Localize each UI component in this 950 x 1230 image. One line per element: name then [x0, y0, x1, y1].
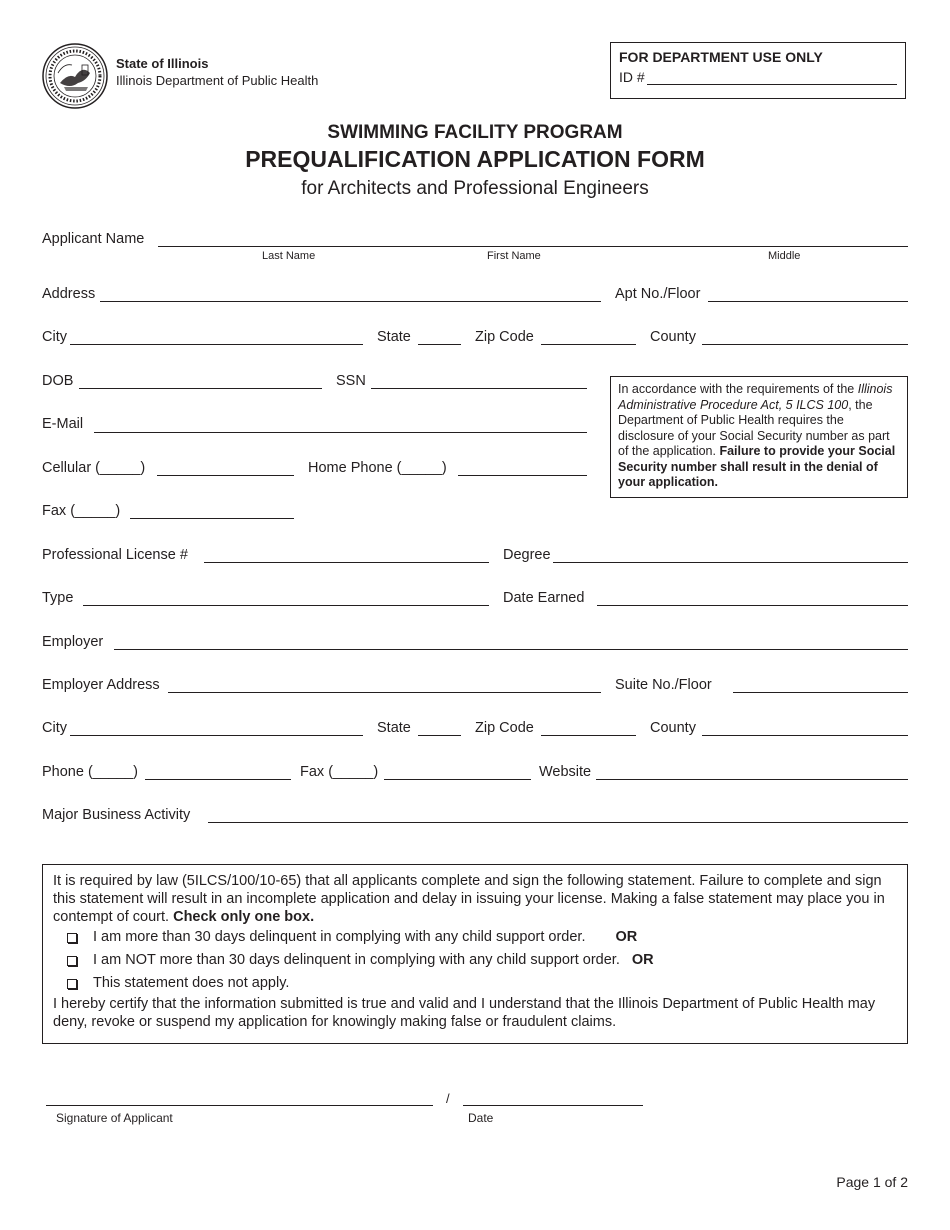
county-field[interactable]: [702, 344, 908, 345]
checkbox-delinquent[interactable]: [67, 933, 77, 943]
form-title: PREQUALIFICATION APPLICATION FORM: [245, 146, 705, 172]
employer-address-field[interactable]: [168, 692, 601, 693]
option-not-apply-label: This statement does not apply.: [93, 975, 290, 991]
statement-intro: [53, 872, 897, 926]
program-title: SWIMMING FACILITY PROGRAM: [327, 122, 623, 143]
last-name-caption: Last Name: [262, 250, 316, 262]
home-phone-field[interactable]: [458, 475, 587, 476]
applicant-name-field[interactable]: [158, 246, 908, 247]
ssn-field[interactable]: [371, 388, 587, 389]
department-use-box: [610, 42, 906, 99]
child-support-statement: [42, 864, 908, 1044]
employer-field[interactable]: [114, 649, 908, 650]
cellular-field[interactable]: [157, 475, 294, 476]
website-label: Website: [539, 764, 592, 780]
notice-text-body: , the Department of Public Health requires the disclosure of your Social Security number as part of the application.: [618, 397, 890, 458]
employer-state-field[interactable]: [418, 735, 461, 736]
employer-county-label: County: [650, 720, 696, 736]
cellular-label: Cellular (_____): [42, 460, 146, 476]
department-use-title: FOR DEPARTMENT USE ONLY: [619, 49, 823, 65]
employer-label: Employer: [42, 634, 104, 650]
ssn-label: SSN: [336, 373, 366, 389]
employer-city-field[interactable]: [70, 735, 363, 736]
suite-label: Suite No./Floor: [615, 677, 712, 693]
degree-field[interactable]: [553, 562, 908, 563]
checkbox-not-delinquent[interactable]: [67, 956, 77, 966]
employer-phone-label: Phone (_____): [42, 764, 138, 780]
employer-phone-field[interactable]: [145, 779, 291, 780]
first-name-caption: First Name: [487, 250, 541, 262]
middle-name-caption: Middle: [768, 250, 801, 262]
zip-field[interactable]: [541, 344, 636, 345]
agency-header: [116, 55, 318, 89]
notice-warning: Failure to provide your Social Security number shall result in the denial of your application.: [618, 444, 896, 489]
email-label: E-Mail: [42, 416, 84, 432]
degree-label: Degree: [503, 547, 551, 563]
type-field[interactable]: [83, 605, 489, 606]
employer-zip-field[interactable]: [541, 735, 636, 736]
signature-date-field[interactable]: [463, 1105, 643, 1106]
certification-text: I hereby certify that the information submitted is true and valid and I understand that the Illinois Department of Public Health may deny, revoke or suspend my application for knowingly making false or fraudulent claims.: [53, 996, 876, 1030]
notice-text-intro: In accordance with the requirements of the: [618, 382, 858, 396]
employer-address-label: Employer Address: [42, 677, 160, 693]
notice-act-name: Illinois Administrative Procedure Act, 5 ILCS 100: [618, 382, 893, 412]
website-field[interactable]: [596, 779, 908, 780]
page-number: Page 1 of 2: [836, 1174, 908, 1190]
signature-label: Signature of Applicant: [56, 1111, 173, 1125]
dob-field[interactable]: [79, 388, 322, 389]
county-label: County: [650, 329, 696, 345]
zip-label: Zip Code: [475, 329, 534, 345]
form-subtitle: for Architects and Professional Engineers: [301, 178, 649, 199]
apt-field[interactable]: [708, 301, 908, 302]
option-not-apply: [67, 972, 897, 995]
license-label: Professional License #: [42, 547, 188, 563]
or-label-2: OR: [631, 952, 654, 968]
business-activity-field[interactable]: [208, 822, 908, 823]
employer-county-field[interactable]: [702, 735, 908, 736]
department-name: Illinois Department of Public Health: [116, 73, 319, 88]
id-field[interactable]: [647, 70, 897, 85]
option-not-delinquent: [67, 949, 897, 972]
employer-fax-field[interactable]: [384, 779, 531, 780]
license-field[interactable]: [204, 562, 489, 563]
applicant-name-label: Applicant Name: [42, 231, 145, 247]
fax-field[interactable]: [130, 518, 294, 519]
signature-date-separator: /: [446, 1091, 450, 1106]
suite-field[interactable]: [733, 692, 908, 693]
date-earned-label: Date Earned: [503, 590, 585, 606]
home-phone-label: Home Phone (_____): [308, 460, 447, 476]
dob-label: DOB: [42, 373, 74, 389]
employer-fax-label: Fax (_____): [300, 764, 379, 780]
id-label: ID #: [619, 69, 645, 85]
city-label: City: [42, 329, 67, 345]
checkbox-not-apply[interactable]: [67, 979, 77, 989]
employer-zip-label: Zip Code: [475, 720, 534, 736]
type-label: Type: [42, 590, 74, 606]
city-field[interactable]: [70, 344, 363, 345]
fax-label: Fax (_____): [42, 503, 121, 519]
date-earned-field[interactable]: [597, 605, 908, 606]
employer-state-label: State: [377, 720, 411, 736]
address-label: Address: [42, 286, 96, 302]
business-activity-label: Major Business Activity: [42, 807, 191, 823]
or-label-1: OR: [615, 929, 638, 945]
state-field[interactable]: [418, 344, 461, 345]
ssn-disclosure-notice: [610, 376, 908, 498]
option-delinquent: [67, 926, 897, 949]
state-name: State of Illinois: [116, 56, 209, 71]
statement-intro-text: It is required by law (5ILCS/100/10-65) that all applicants complete and sign the following statement. Failure to complete and sign this statement will result in an incomplete application and delay in issuing your license. Making a false statement may place you in contempt of court.: [53, 873, 885, 925]
state-label: State: [377, 329, 411, 345]
date-label: Date: [468, 1111, 494, 1125]
statement-instruction: Check only one box.: [173, 909, 315, 925]
signature-field[interactable]: [46, 1105, 433, 1106]
employer-city-label: City: [42, 720, 67, 736]
apt-label: Apt No./Floor: [615, 286, 701, 302]
illinois-state-seal-icon: [42, 43, 108, 109]
address-field[interactable]: [100, 301, 601, 302]
email-field[interactable]: [94, 432, 587, 433]
option-delinquent-label: I am more than 30 days delinquent in complying with any child support order.: [93, 929, 586, 945]
option-not-delinquent-label: I am NOT more than 30 days delinquent in complying with any child support order.: [93, 952, 620, 968]
